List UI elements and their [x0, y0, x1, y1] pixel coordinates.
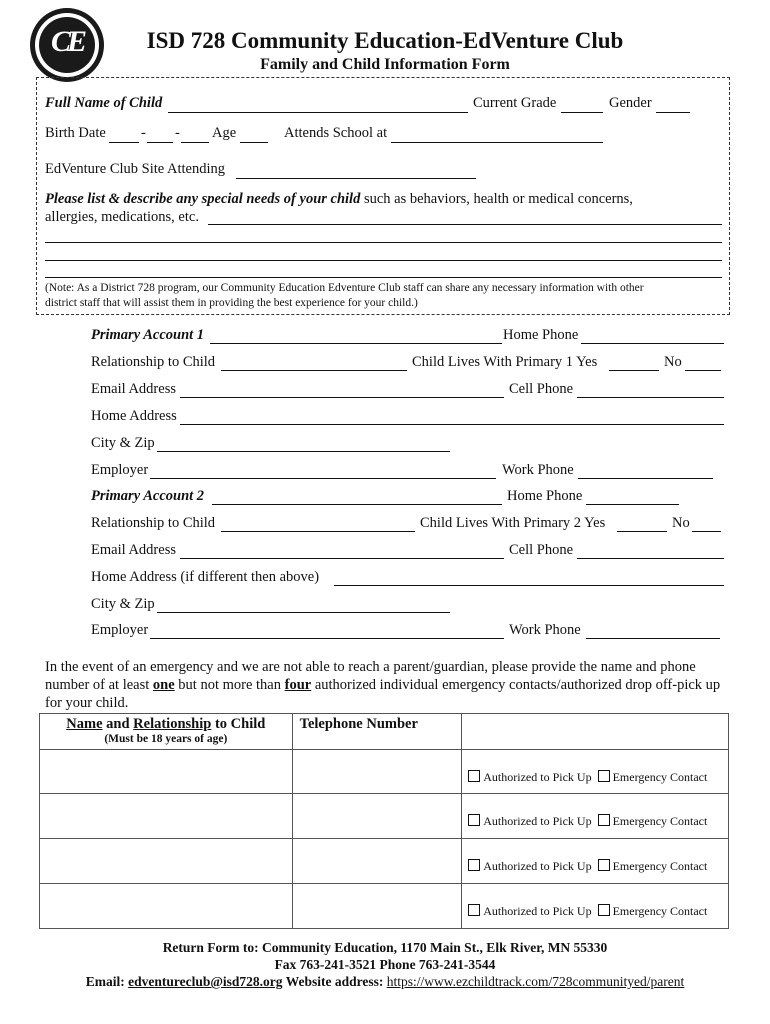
- emergency-intro: In the event of an emergency and we are not able to reach a parent/guardian, please provide the name and phone number of at least one but not more than four authorized individual emergency contacts/authorized drop off-pick up for your child.: [45, 659, 721, 711]
- primary-1-lives-with-label: Child Lives With Primary 1 Yes: [412, 354, 598, 370]
- primary-2-employer-label: Employer: [91, 622, 149, 638]
- primary-1-relationship-field[interactable]: [221, 370, 407, 371]
- primary-2-city-zip-label: City & Zip: [91, 596, 155, 612]
- primary-2-lives-with-label: Child Lives With Primary 2 Yes: [420, 515, 606, 531]
- primary-1-work-phone-label: Work Phone: [502, 462, 574, 478]
- name-column-header: Name and Relationship to Child (Must be 18 years of age): [40, 714, 293, 750]
- emergency-checkbox[interactable]: [598, 904, 610, 916]
- special-needs-field-1[interactable]: [208, 224, 722, 225]
- primary-1-no-label: No: [664, 354, 682, 370]
- primary-2-no-label: No: [672, 515, 690, 531]
- full-name-label: Full Name of Child: [45, 95, 163, 111]
- table-row: Authorized to Pick Up Emergency Contact: [40, 794, 729, 839]
- gender-field[interactable]: [656, 112, 690, 113]
- footer-contact-line: Email: edventureclub@isd728.org Website address: https://www.ezchildtrack.com/728communityed/parent: [85, 974, 685, 989]
- logo-text: CE: [50, 25, 84, 58]
- current-grade-label: Current Grade: [473, 95, 557, 111]
- contact-2-phone-cell[interactable]: [292, 794, 462, 839]
- footer-website-link[interactable]: https://www.ezchildtrack.com/728communityed/parent: [386, 974, 685, 989]
- primary-2-no-field[interactable]: [692, 531, 721, 532]
- site-field[interactable]: [236, 178, 476, 179]
- phone-column-header: Telephone Number: [292, 714, 462, 750]
- age-requirement-note: (Must be 18 years of age): [104, 733, 228, 745]
- contact-4-name-cell[interactable]: [40, 884, 293, 929]
- footer-return-address: Return Form to: Community Education, 1170 Main St., Elk River, MN 55330: [162, 940, 608, 955]
- full-name-field[interactable]: [168, 112, 468, 113]
- footer-fax-phone: Fax 763-241-3521 Phone 763-241-3544: [274, 957, 496, 972]
- contact-3-name-cell[interactable]: [40, 839, 293, 884]
- contact-4-phone-cell[interactable]: [292, 884, 462, 929]
- primary-2-heading: Primary Account 2: [91, 488, 205, 504]
- pickup-checkbox[interactable]: [468, 859, 480, 871]
- contact-1-phone-cell[interactable]: [292, 750, 462, 794]
- contact-2-name-cell[interactable]: [40, 794, 293, 839]
- pickup-checkbox[interactable]: [468, 770, 480, 782]
- primary-1-yes-field[interactable]: [609, 370, 659, 371]
- contact-3-phone-cell[interactable]: [292, 839, 462, 884]
- birth-day-field[interactable]: [147, 142, 173, 143]
- primary-2-cell-field[interactable]: [577, 558, 724, 559]
- primary-1-home-phone-field[interactable]: [581, 343, 724, 344]
- primary-1-heading: Primary Account 1: [91, 327, 205, 343]
- special-needs-field-2[interactable]: [45, 242, 722, 243]
- site-label: EdVenture Club Site Attending: [45, 161, 226, 177]
- emergency-checkbox[interactable]: [598, 859, 610, 871]
- primary-1-work-phone-field[interactable]: [578, 478, 713, 479]
- age-field[interactable]: [240, 142, 268, 143]
- primary-1-email-label: Email Address: [91, 381, 176, 397]
- emphasis-one: one: [152, 677, 175, 693]
- pickup-checkbox[interactable]: [468, 814, 480, 826]
- special-needs-label: Please list & describe any special needs of your child: [45, 191, 361, 207]
- table-header-row: [40, 714, 729, 750]
- table-row: Authorized to Pick Up Emergency Contact: [40, 750, 729, 794]
- special-needs-prompt: [45, 191, 633, 208]
- primary-1-home-phone-label: Home Phone: [503, 327, 579, 343]
- note-line-1: (Note: As a District 728 program, our Community Education Edventure Club staff can share any necessary information with other: [45, 282, 644, 294]
- attends-school-label: Attends School at: [284, 125, 388, 141]
- primary-2-email-label: Email Address: [91, 542, 176, 558]
- primary-2-work-phone-label: Work Phone: [509, 622, 581, 638]
- contact-1-name-cell[interactable]: [40, 750, 293, 794]
- primary-2-relationship-field[interactable]: [221, 531, 415, 532]
- primary-1-cell-label: Cell Phone: [509, 381, 574, 397]
- table-row: Authorized to Pick Up Emergency Contact: [40, 884, 729, 929]
- primary-1-address-field[interactable]: [180, 424, 724, 425]
- primary-1-city-zip-label: City & Zip: [91, 435, 155, 451]
- primary-1-relationship-label: Relationship to Child: [91, 354, 216, 370]
- primary-1-name-field[interactable]: [210, 343, 502, 344]
- primary-2-home-phone-label: Home Phone: [507, 488, 583, 504]
- primary-2-address-field[interactable]: [334, 585, 724, 586]
- primary-2-yes-field[interactable]: [617, 531, 667, 532]
- birth-year-field[interactable]: [181, 142, 209, 143]
- current-grade-field[interactable]: [561, 112, 603, 113]
- form-subtitle: Family and Child Information Form: [260, 56, 510, 73]
- gender-label: Gender: [609, 95, 652, 111]
- emergency-checkbox[interactable]: [598, 814, 610, 826]
- special-needs-field-3[interactable]: [45, 260, 722, 261]
- primary-1-email-field[interactable]: [180, 397, 504, 398]
- table-row: Authorized to Pick Up Emergency Contact: [40, 839, 729, 884]
- primary-2-name-field[interactable]: [212, 504, 502, 505]
- note-line-2: district staff that will assist them in providing the best experience for your child.): [45, 297, 418, 309]
- emphasis-four: four: [284, 677, 312, 693]
- primary-1-employer-label: Employer: [91, 462, 149, 478]
- attends-school-field[interactable]: [391, 142, 603, 143]
- primary-1-city-zip-field[interactable]: [157, 451, 450, 452]
- footer-email-link[interactable]: edventureclub@isd728.org: [128, 974, 283, 989]
- age-label: Age: [212, 125, 237, 141]
- primary-2-cell-label: Cell Phone: [509, 542, 574, 558]
- pickup-checkbox[interactable]: [468, 904, 480, 916]
- primary-2-address-label: Home Address (if different then above): [91, 569, 320, 585]
- primary-1-employer-field[interactable]: [150, 478, 496, 479]
- primary-2-email-field[interactable]: [180, 558, 504, 559]
- primary-2-employer-field[interactable]: [150, 638, 504, 639]
- special-needs-field-4[interactable]: [45, 277, 722, 278]
- form-title: ISD 728 Community Education-EdVenture Club: [146, 28, 624, 53]
- primary-2-home-phone-field[interactable]: [586, 504, 679, 505]
- primary-2-work-phone-field[interactable]: [586, 638, 720, 639]
- birth-date-label: Birth Date: [45, 125, 106, 141]
- emergency-checkbox[interactable]: [598, 770, 610, 782]
- primary-2-relationship-label: Relationship to Child: [91, 515, 216, 531]
- birth-month-field[interactable]: [109, 142, 139, 143]
- primary-1-cell-field[interactable]: [577, 397, 724, 398]
- special-needs-line2: allergies, medications, etc.: [45, 209, 199, 225]
- special-needs-rest: such as behaviors, health or medical concerns,: [360, 191, 633, 207]
- primary-2-city-zip-field[interactable]: [157, 612, 450, 613]
- primary-1-no-field[interactable]: [685, 370, 721, 371]
- emergency-contacts-table: [39, 713, 729, 929]
- primary-1-address-label: Home Address: [91, 408, 177, 424]
